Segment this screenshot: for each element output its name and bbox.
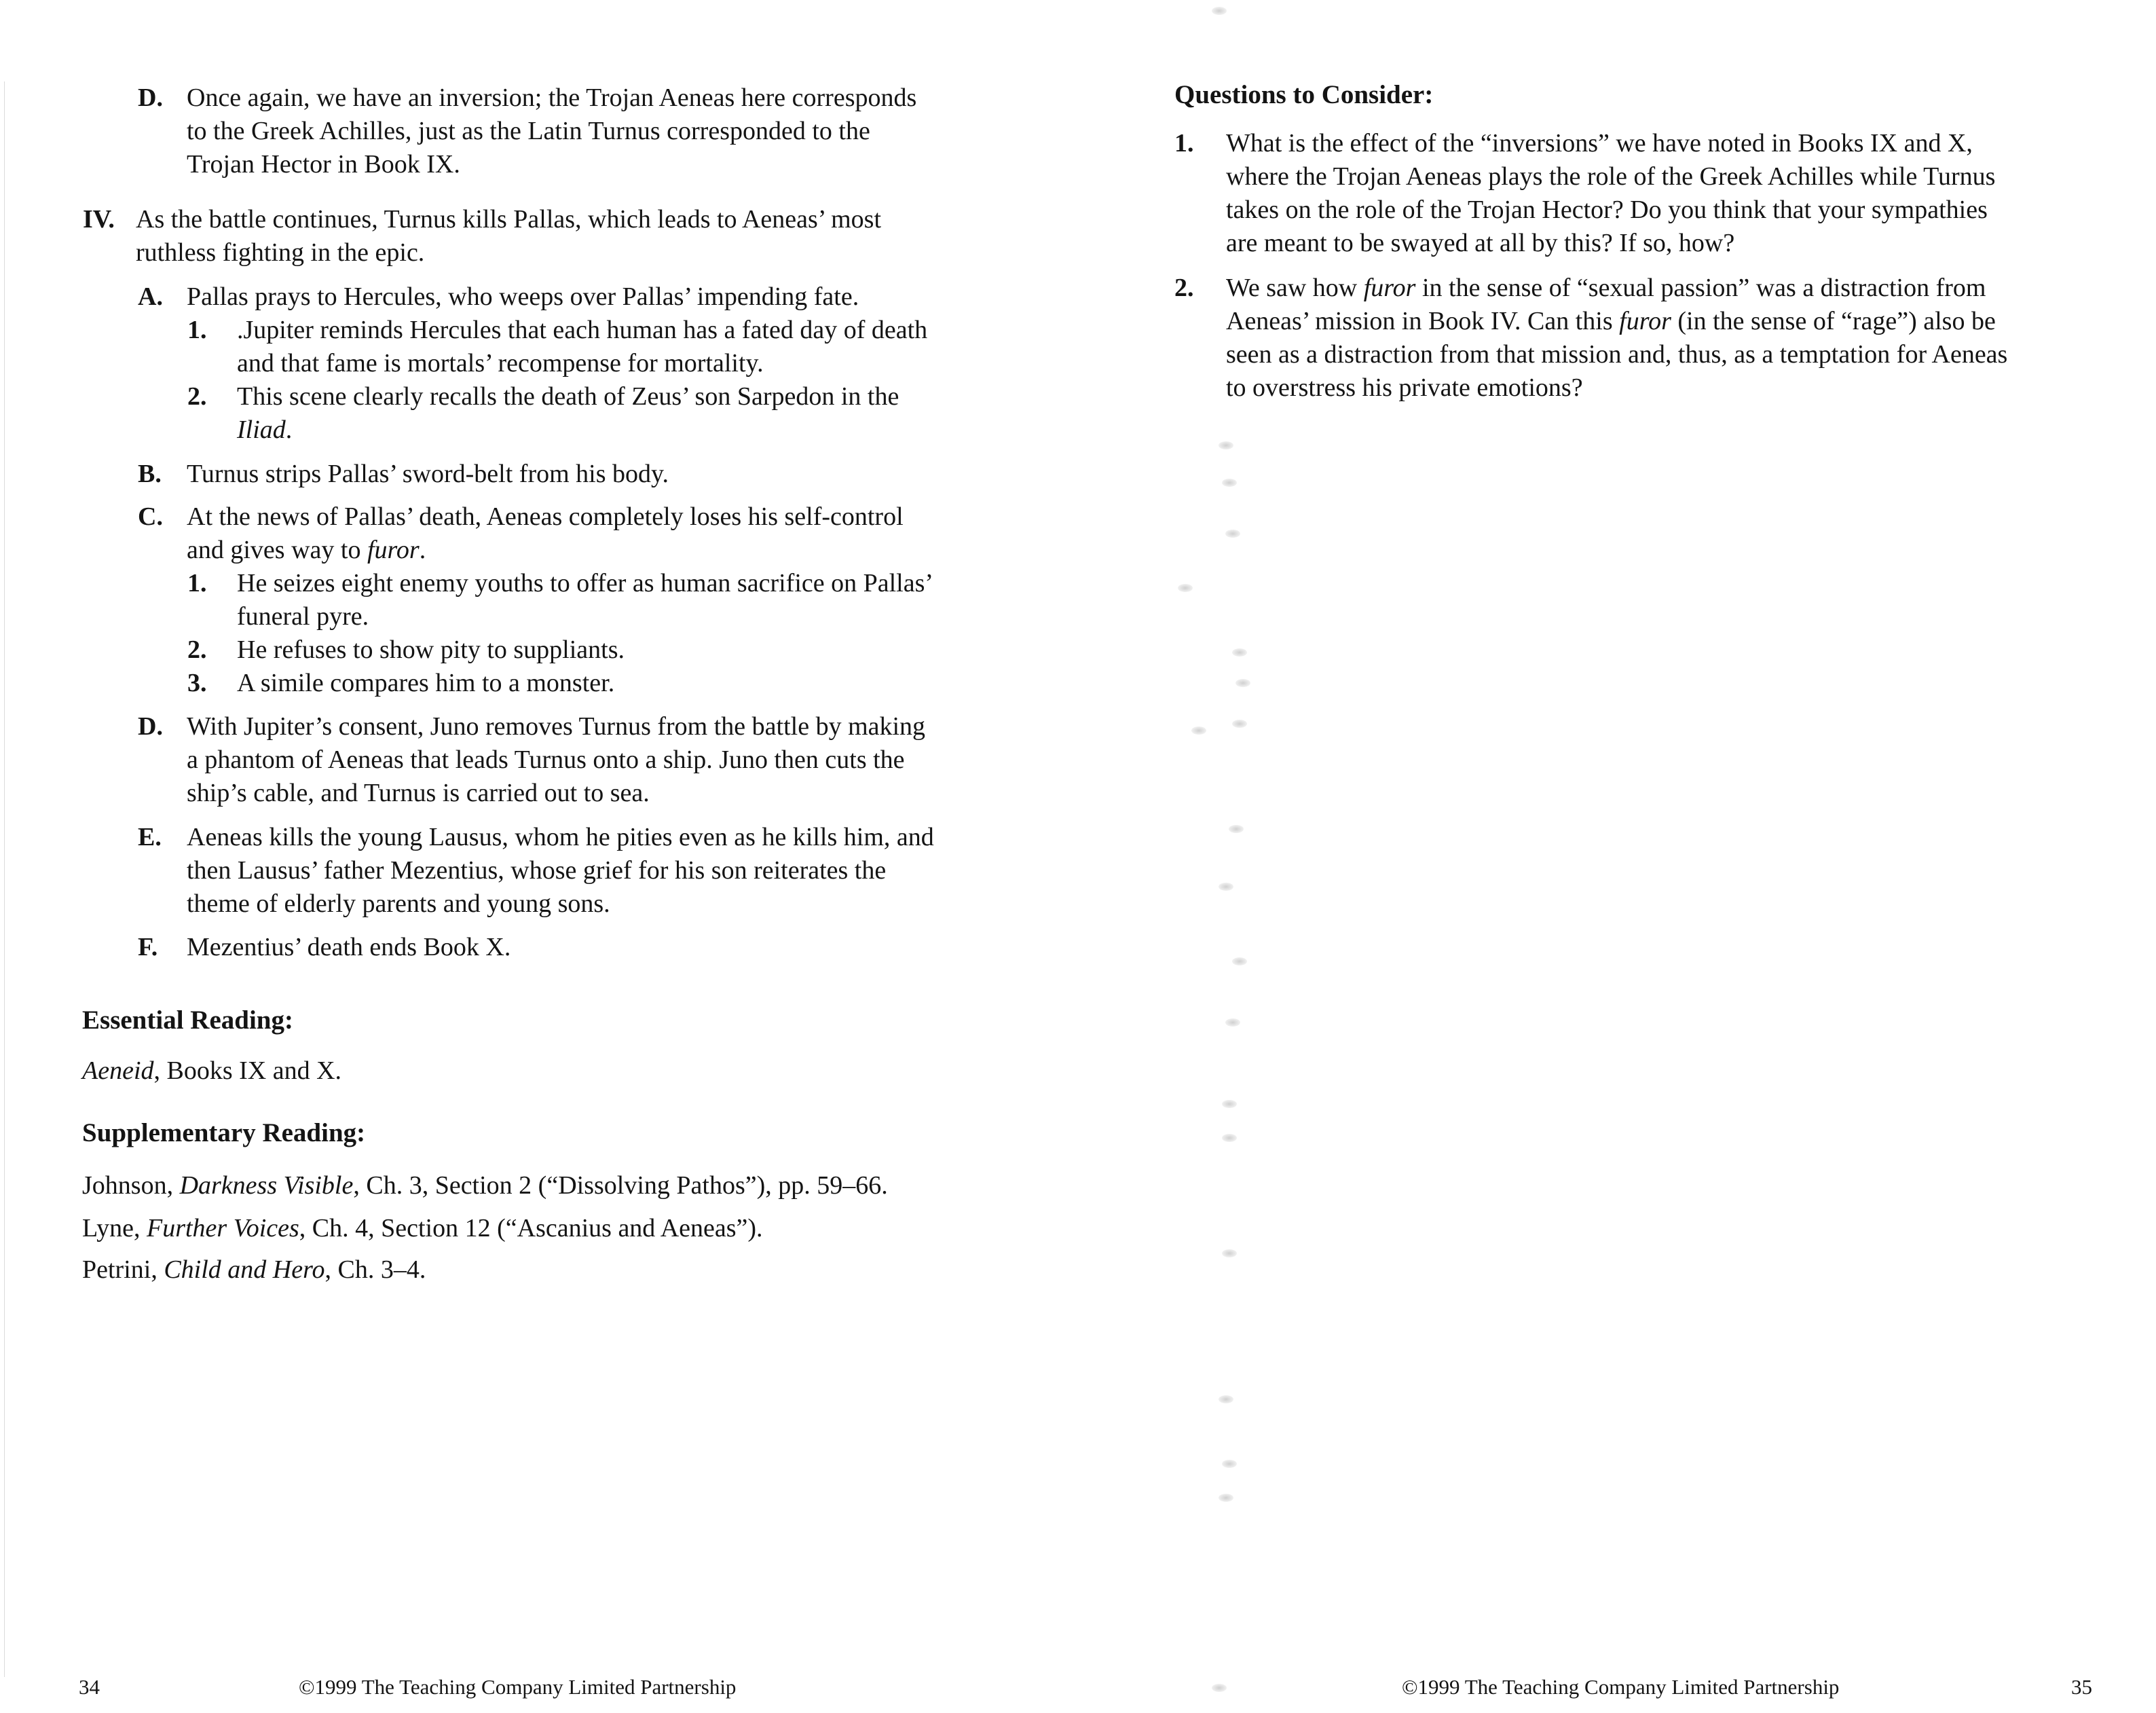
question-number: 2. (1174, 274, 1194, 302)
outline-label: C. (138, 502, 163, 531)
outline-subitem (187, 380, 1024, 447)
outline-text: Aeneas kills the young Lausus, whom he pities even as he kills him, and then Lausus’ father Mezentius, whose grief for his son reiterates the theme of elderly parents and young sons. (187, 823, 934, 918)
outline-label: A. (138, 282, 163, 311)
outline-label: 1. (187, 316, 207, 344)
essential-reading-heading: Essential Reading: (82, 1006, 293, 1035)
outline-text: .Jupiter reminds Hercules that each human has a fated day of death and that fame is mortals’ recompense for mortality. (237, 316, 928, 377)
supplementary-reading-entry: Petrini, Child and Hero, Ch. 3–4. (82, 1255, 426, 1284)
outline-item-iv (83, 203, 1018, 270)
outline-item-c (138, 500, 1022, 567)
outline-label: E. (138, 823, 162, 851)
outline-item-b (138, 458, 1022, 491)
outline-item-a (138, 280, 1022, 314)
outline-label: B. (138, 460, 162, 488)
outline-label: 1. (187, 569, 207, 597)
outline-text: Mezentius’ death ends Book X. (187, 933, 511, 961)
outline-label: D. (138, 712, 163, 741)
outline-label: 2. (187, 382, 207, 411)
questions-heading: Questions to Consider: (1174, 80, 1434, 109)
outline-text: With Jupiter’s consent, Juno removes Turnus from the battle by making a phantom of Aeneas that leads Turnus onto a ship. Juno then cuts the ship’s cable, and Turnus is carried out to sea. (187, 712, 926, 807)
page-number: 34 (79, 1675, 100, 1699)
scan-edge-line (4, 81, 5, 1677)
outline-text: At the news of Pallas’ death, Aeneas completely loses his self-control and gives way to furor. (187, 502, 904, 564)
outline-label: D. (138, 84, 163, 112)
outline-subitem (187, 633, 1024, 667)
outline-item-e (138, 821, 1028, 921)
outline-text: He refuses to show pity to suppliants. (237, 636, 625, 664)
supplementary-reading-entry: Johnson, Darkness Visible, Ch. 3, Section 2 (“Dissolving Pathos”), pp. 59–66. (82, 1171, 888, 1200)
question-text: We saw how furor in the sense of “sexual passion” was a distraction from Aeneas’ mission in Book IV. Can this furor (in the sense of “rage”) also be seen as a distraction from that mission and, thus, as a temptation for Aeneas to overstress his private emotions? (1226, 274, 2008, 402)
outline-subitem (187, 667, 1024, 700)
outline-item-d (138, 81, 1022, 181)
essential-reading-entry: Aeneid, Books IX and X. (82, 1056, 342, 1085)
outline-text: As the battle continues, Turnus kills Pallas, which leads to Aeneas’ most ruthless fighting in the epic. (136, 205, 882, 267)
supplementary-reading-entry: Lyne, Further Voices, Ch. 4, Section 12 (“Ascanius and Aeneas”). (82, 1214, 763, 1242)
outline-text: He seizes eight enemy youths to offer as human sacrifice on Pallas’ funeral pyre. (237, 569, 934, 631)
outline-text: Once again, we have an inversion; the Trojan Aeneas here corresponds to the Greek Achilles, just as the Latin Turnus corresponded to the Trojan Hector in Book IX. (187, 84, 917, 179)
outline-label: 3. (187, 669, 207, 697)
outline-text: Pallas prays to Hercules, who weeps over Pallas’ impending fate. (187, 282, 859, 311)
question-item (1174, 272, 2142, 405)
outline-item-d2 (138, 710, 1022, 810)
page-number: 35 (2071, 1675, 2092, 1699)
copyright-footer: ©1999 The Teaching Company Limited Partnership (299, 1675, 737, 1699)
question-item (1174, 127, 2142, 260)
outline-label: 2. (187, 636, 207, 664)
outline-label: F. (138, 933, 158, 961)
outline-item-f (138, 931, 1022, 964)
copyright-footer: ©1999 The Teaching Company Limited Partnership (1402, 1675, 1840, 1699)
question-text: What is the effect of the “inversions” we have noted in Books IX and X, where the Trojan Aeneas plays the role of the Greek Achilles while Turnus takes on the role of the Trojan Hector? Do you think that your sympathies are meant to be swayed at all by this? If so, how? (1226, 129, 1996, 257)
outline-text: A simile compares him to a monster. (237, 669, 615, 697)
outline-label: IV. (83, 205, 115, 234)
supplementary-reading-heading: Supplementary Reading: (82, 1118, 366, 1147)
right-page (1078, 0, 2156, 1713)
question-number: 1. (1174, 129, 1194, 158)
outline-text: Turnus strips Pallas’ sword-belt from his body. (187, 460, 669, 488)
outline-subitem (187, 314, 1024, 380)
outline-text: This scene clearly recalls the death of Zeus’ son Sarpedon in the Iliad. (237, 382, 899, 444)
outline-subitem (187, 567, 1024, 633)
